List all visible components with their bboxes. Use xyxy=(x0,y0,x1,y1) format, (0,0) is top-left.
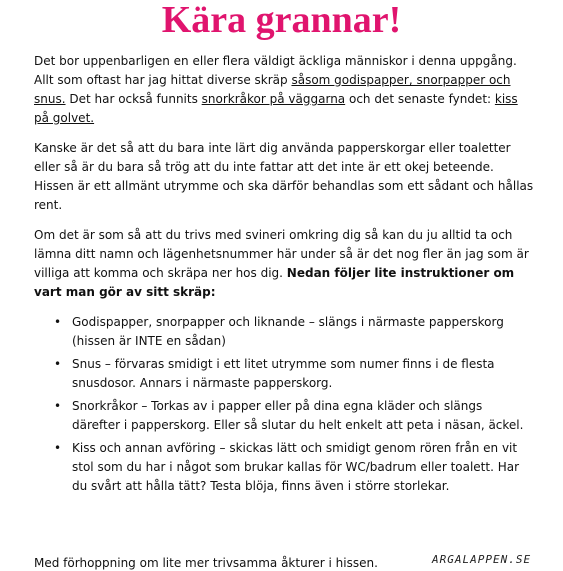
list-item-text: Kiss och annan avföring – skickas lätt och smidigt genom rören från en vit stol som du har i något som brukar kallas för WC/badrum eller toalett. Har du svårt att hålla tätt? Testa blöja, finns även i större storlekar. xyxy=(72,441,520,493)
lead-text: Om det är som så att du trivs med svineri omkring dig så kan du ju alltid ta och lämna ditt namn och lägenhetsnummer här under så är det nog fler än jag som är villiga att komma och skräpa ner hos dig. xyxy=(34,228,529,280)
intro-text-2: Det har också funnits xyxy=(65,92,202,106)
intro-text-3: och det senaste fyndet: xyxy=(345,92,495,106)
bullet-icon: • xyxy=(54,399,62,413)
list-item xyxy=(54,313,534,351)
bullet-icon: • xyxy=(54,315,62,329)
page-title: Kära grannar! xyxy=(161,0,402,41)
instruction-list xyxy=(34,313,534,496)
closing-line: Med förhoppning om lite mer trivsamma åkturer i hissen. xyxy=(34,556,378,570)
paragraph-behaviour: Kanske är det så att du bara inte lärt dig använda papperskorgar eller toaletter eller så är du bara så trög att du inte fattar att det inte är ett okej beteende. Hissen är ett allmänt utrymme och ska därför behandlas som ett sådant och hållas rent. xyxy=(34,141,534,212)
bullet-icon: • xyxy=(54,441,62,455)
list-item-text: Snus – förvaras smidigt i ett litet utrymme som numer finns i de flesta snusdosor. Annars i närmaste papperskorg. xyxy=(72,357,495,390)
lead-bold-text: Nedan följer lite instruktioner om vart man gör av sitt skräp: xyxy=(34,266,515,299)
list-item-text: Snorkråkor – Torkas av i papper eller på dina egna kläder och slängs därefter i papperskorg. Eller så slutar du helt enkelt att peta i näsan, äckel. xyxy=(72,399,524,432)
list-item xyxy=(54,439,534,496)
paragraph-instructions-lead xyxy=(34,226,534,302)
intro-underlined-walls: snorkråkor på väggarna xyxy=(201,92,346,106)
list-item xyxy=(54,355,534,393)
list-item xyxy=(54,397,534,435)
intro-underlined-litter: såsom godispapper, snorpapper och snus. xyxy=(34,73,511,106)
intro-text-1: Det bor uppenbarligen en eller flera väldigt äckliga människor i denna uppgång. Allt som oftast har jag hittat diverse skräp xyxy=(34,54,517,87)
paragraph-intro xyxy=(34,52,534,128)
bullet-icon: • xyxy=(54,357,62,371)
note-body xyxy=(34,52,534,506)
list-item-text: Godispapper, snorpapper och liknande – slängs i närmaste papperskorg (hissen är INTE en sådan) xyxy=(72,315,504,348)
intro-underlined-floor: kiss på golvet. xyxy=(34,92,518,125)
site-watermark: ARGALAPPEN.SE xyxy=(432,553,532,566)
